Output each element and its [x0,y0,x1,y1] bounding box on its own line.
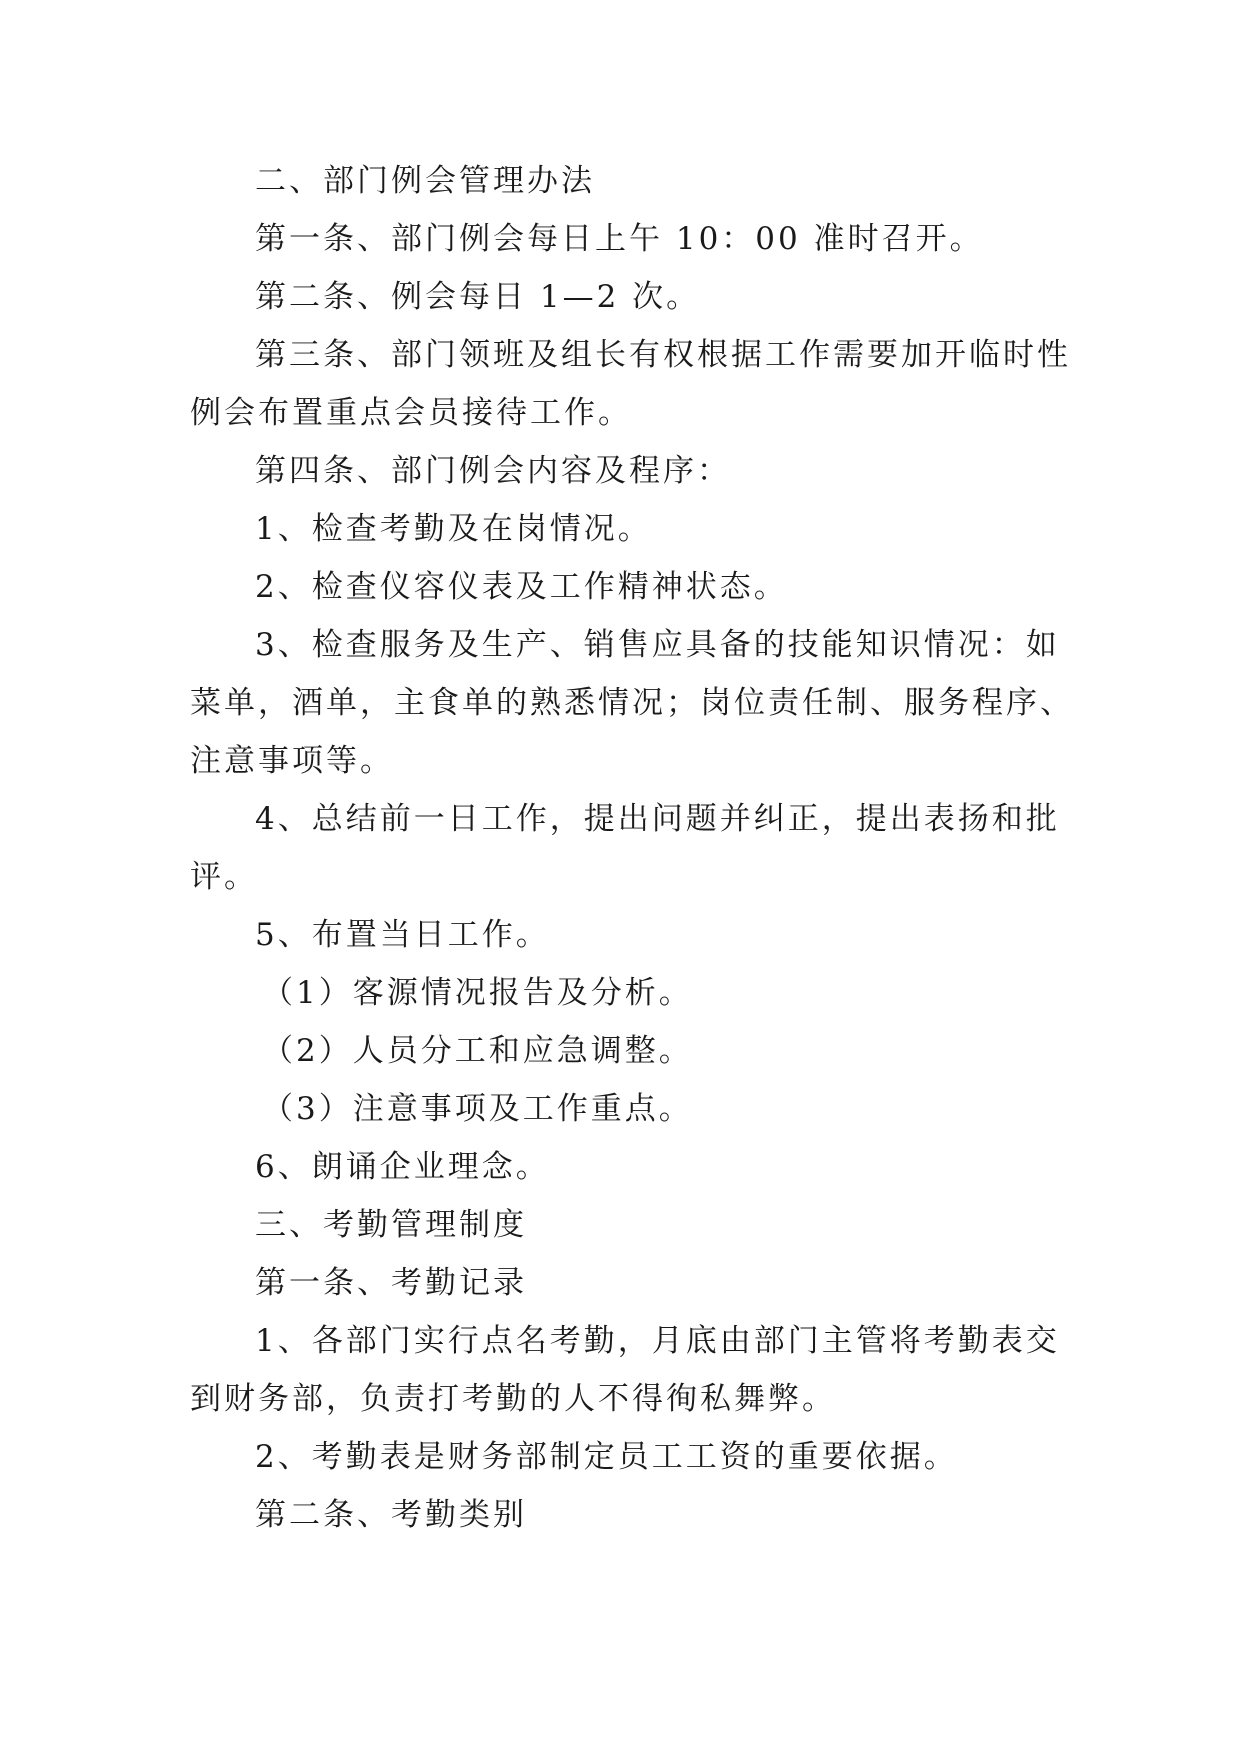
list-item: 1、各部门实行点名考勤，月底由部门主管将考勤表交 [255,1323,1060,1359]
section-heading: 二、部门例会管理办法 [255,163,595,199]
list-item: 5、布置当日工作。 [255,917,550,953]
list-item: 2、检查仪容仪表及工作精神状态。 [255,569,788,605]
paragraph-line: 注意事项等。 [190,743,394,779]
list-item: 2、考勤表是财务部制定员工工资的重要依据。 [255,1439,958,1475]
list-item: 4、总结前一日工作，提出问题并纠正，提出表扬和批 [255,801,1060,837]
section-heading: 三、考勤管理制度 [255,1207,527,1243]
sub-list-item: （3）注意事项及工作重点。 [262,1091,693,1127]
sub-list-item: （2）人员分工和应急调整。 [262,1033,693,1069]
list-item: 3、检查服务及生产、销售应具备的技能知识情况：如 [255,627,1060,663]
paragraph-line: 第四条、部门例会内容及程序： [255,453,731,489]
paragraph-line: 到财务部，负责打考勤的人不得徇私舞弊。 [190,1381,836,1417]
document-body [190,152,1074,1544]
sub-list-item: （1）客源情况报告及分析。 [262,975,693,1011]
paragraph-line: 第一条、部门例会每日上午 10：00 准时召开。 [255,221,984,257]
list-item: 6、朗诵企业理念。 [255,1149,550,1185]
paragraph-line: 第一条、考勤记录 [255,1265,527,1301]
paragraph-line: 第三条、部门领班及组长有权根据工作需要加开临时性 [255,337,1071,373]
paragraph-line: 第二条、考勤类别 [255,1497,527,1533]
list-item: 1、检查考勤及在岗情况。 [255,511,652,547]
paragraph-line: 第二条、例会每日 1—2 次。 [255,279,701,315]
paragraph-line: 例会布置重点会员接待工作。 [190,395,632,431]
paragraph-line: 菜单，酒单，主食单的熟悉情况；岗位责任制、服务程序、 [190,685,1074,721]
paragraph-line: 评。 [190,859,258,895]
